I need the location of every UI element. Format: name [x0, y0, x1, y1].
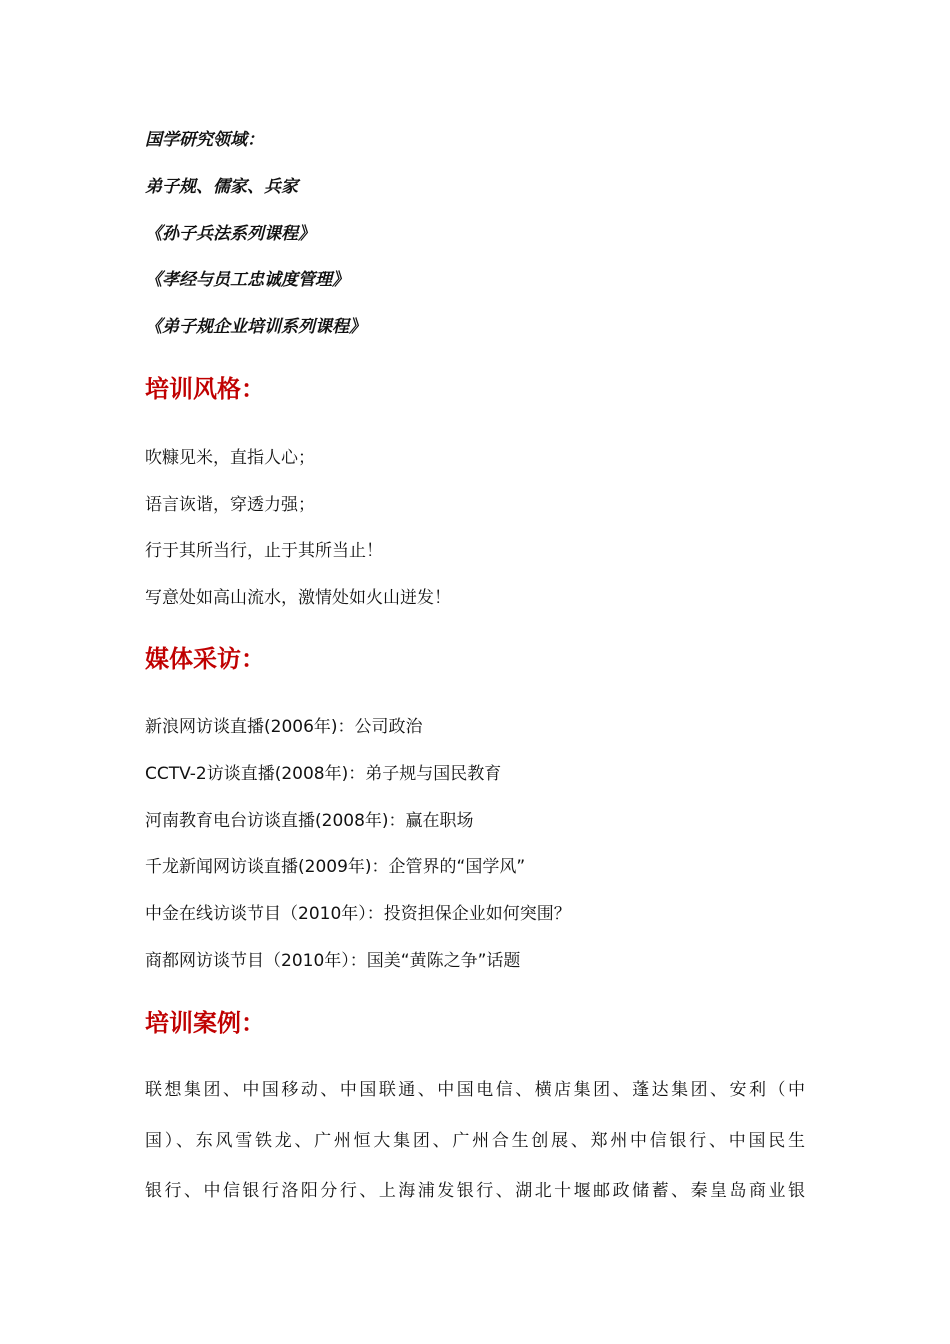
media-line: 河南教育电台访谈直播(2008年)：赢在职场	[145, 811, 474, 831]
guoxue-title: 国学研究领域：	[145, 130, 264, 150]
cases-line: 银行、中信银行洛阳分行、上海浦发银行、湖北十堰邮政储蓄、秦皇岛商业银	[145, 1181, 805, 1201]
guoxue-item: 弟子规、儒家、兵家	[145, 177, 298, 197]
cases-heading: 培训案例：	[145, 1009, 265, 1037]
guoxue-item: 《弟子规企业培训系列课程》	[145, 317, 366, 337]
guoxue-item: 《孝经与员工忠诚度管理》	[145, 270, 349, 290]
media-heading: 媒体采访：	[145, 645, 265, 673]
style-line: 行于其所当行，止于其所当止！	[145, 541, 383, 561]
media-line: 千龙新闻网访谈直播(2009年)：企管界的“国学风”	[145, 857, 526, 877]
training-style-heading: 培训风格：	[145, 375, 265, 403]
style-line: 吹糠见米，直指人心；	[145, 448, 315, 468]
media-line: 中金在线访谈节目（2010年）：投资担保企业如何突围？	[145, 904, 571, 924]
cases-line: 国）、东风雪铁龙、广州恒大集团、广州合生创展、郑州中信银行、中国民生	[145, 1131, 805, 1151]
media-line: 商都网访谈节目（2010年）：国美“黄陈之争”话题	[145, 951, 521, 971]
media-line: CCTV-2访谈直播(2008年)：弟子规与国民教育	[145, 764, 502, 784]
media-line: 新浪网访谈直播(2006年)：公司政治	[145, 717, 423, 737]
style-line: 语言诙谐，穿透力强；	[145, 495, 315, 515]
style-line: 写意处如高山流水，激情处如火山迸发！	[145, 588, 451, 608]
cases-line: 联想集团、中国移动、中国联通、中国电信、横店集团、蓬达集团、安利（中	[145, 1080, 805, 1100]
guoxue-item: 《孙子兵法系列课程》	[145, 224, 315, 244]
